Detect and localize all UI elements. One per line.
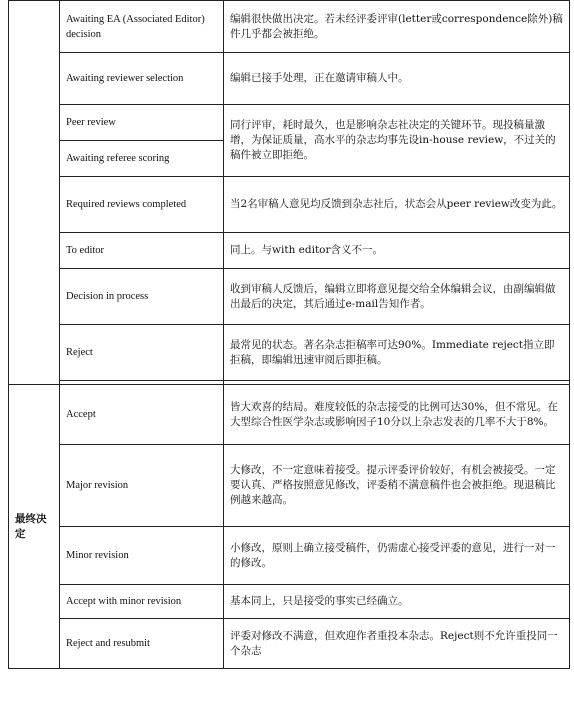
table-row (9, 445, 570, 527)
status-cell: Accept with minor revision (60, 585, 224, 619)
status-cell: Required reviews completed (60, 177, 224, 233)
description-cell: 最常见的状态。著名杂志拒稿率可达90%。Immediate reject指立即拒稿，即编辑迅速审阅后即拒稿。 (224, 325, 570, 381)
status-cell: Awaiting reviewer selection (60, 53, 224, 105)
description-cell: 皆大欢喜的结局。难度较低的杂志接受的比例可达30%，但不常见。在大型综合性医学杂志或影响因子10分以上杂志发表的几率不大于8%。 (224, 385, 570, 445)
status-cell: Reject (60, 325, 224, 381)
group-cell-final-decision: 最终决定 (9, 385, 60, 669)
table-row (9, 325, 570, 381)
submission-status-table (8, 0, 570, 669)
description-cell: 评委对修改不满意，但欢迎作者重投本杂志。Reject则不允许重投同一个杂志 (224, 619, 570, 669)
table-row (9, 233, 570, 269)
table-row (9, 585, 570, 619)
status-cell: Reject and resubmit (60, 619, 224, 669)
description-cell: 当2名审稿人意见均反馈到杂志社后，状态会从peer review改变为此。 (224, 177, 570, 233)
table-row (9, 385, 570, 445)
description-cell: 同上。与with editor含义不一。 (224, 233, 570, 269)
group-cell-in-process (9, 1, 60, 385)
table-row (9, 53, 570, 105)
description-cell: 编辑很快做出决定。若未经评委评审(letter或correspondence除外)稿件几乎都会被拒绝。 (224, 1, 570, 53)
status-cell: Awaiting referee scoring (60, 141, 224, 177)
status-cell: Minor revision (60, 527, 224, 585)
description-cell: 基本同上，只是接受的事实已经确立。 (224, 585, 570, 619)
status-cell: Major revision (60, 445, 224, 527)
status-cell: Peer review (60, 105, 224, 141)
table-row (9, 105, 570, 141)
description-cell: 编辑已接手处理，正在邀请审稿人中。 (224, 53, 570, 105)
table-row (9, 527, 570, 585)
table-row (9, 1, 570, 53)
description-cell: 大修改，不一定意味着接受。提示评委评价较好，有机会被接受。一定要认真、严格按照意见修改，评委稍不满意稿件也会被拒绝。现退稿比例越来越高。 (224, 445, 570, 527)
description-cell: 同行评审，耗时最久，也是影响杂志社决定的关键环节。现投稿量激增，为保证质量，高水平的杂志均事先设in-house review，不过关的稿件被立即拒绝。 (224, 105, 570, 177)
status-cell: Decision in process (60, 269, 224, 325)
table-row (9, 177, 570, 233)
description-cell: 收到审稿人反馈后，编辑立即将意见提交给全体编辑会议，由副编辑做出最后的决定，其后通过e-mail告知作者。 (224, 269, 570, 325)
status-cell: Accept (60, 385, 224, 445)
table-row (9, 619, 570, 669)
status-cell: To editor (60, 233, 224, 269)
table-row (9, 269, 570, 325)
description-cell: 小修改，原则上确立接受稿件，仍需虚心接受评委的意见，进行一对一的修改。 (224, 527, 570, 585)
status-cell: Awaiting EA (Associated Editor) decision (60, 1, 224, 53)
